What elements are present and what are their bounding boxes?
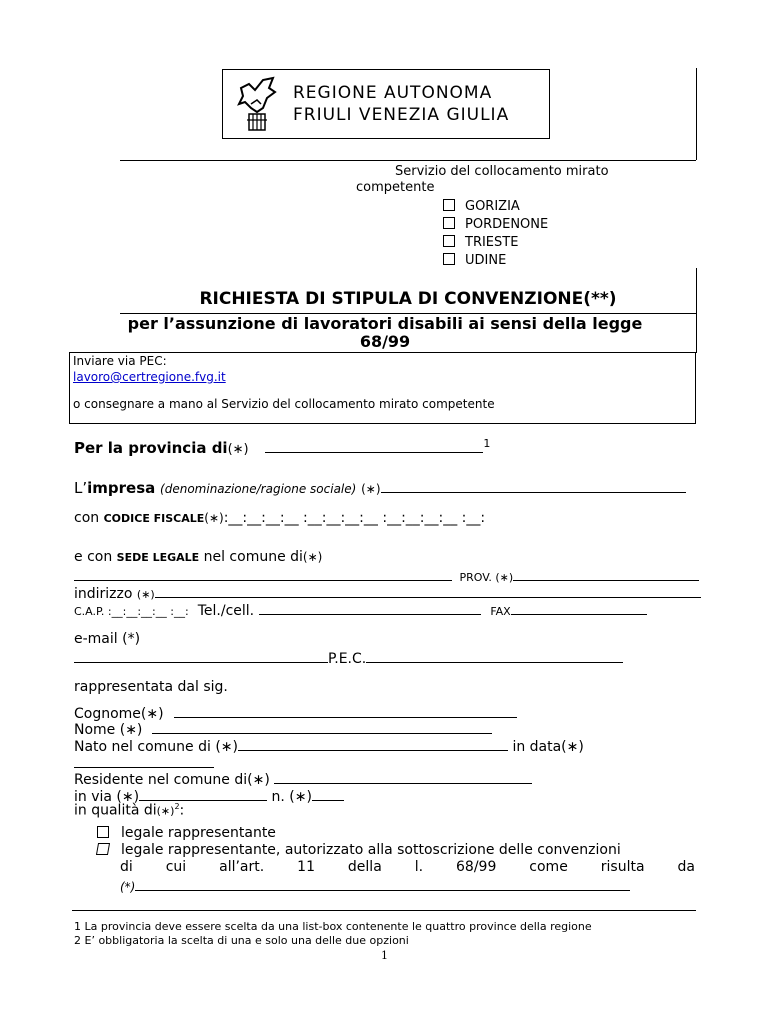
province-item-pordenone[interactable]: PORDENONE xyxy=(443,216,548,234)
pec-field[interactable] xyxy=(366,648,623,663)
autorizzazione-field[interactable] xyxy=(135,876,630,891)
qualita-row: in qualità di(∗)$^2$: xyxy=(74,802,185,819)
sede-legale-label: SEDE LEGALE xyxy=(116,551,200,564)
footnote-1: 1 La provincia deve essere scelta da una list-box contenente le quattro province della regione xyxy=(74,920,592,933)
impresa-label: impresa xyxy=(87,479,156,497)
footnote-separator xyxy=(72,910,696,911)
nome-row: Nome (∗) xyxy=(74,719,492,738)
page-subtitle: per l’assunzione di lavoratori disabili ai sensi della legge 68/99 xyxy=(127,314,643,351)
residente-row: Residente nel comune di(∗) xyxy=(74,769,532,788)
email-label: e-mail (*) xyxy=(74,631,141,647)
prov-field[interactable] xyxy=(513,566,699,581)
pec-alt-text: o consegnare a mano al Servizio del collocamento mirato competente xyxy=(73,397,495,411)
via-row: in via (∗) n. (∗) xyxy=(74,786,344,805)
indirizzo-field[interactable] xyxy=(155,583,701,598)
provincia-label: Per la provincia di xyxy=(74,439,228,457)
cap-field[interactable]: C.A.P. :__:__:__:__ :__: xyxy=(74,605,189,618)
residente-field[interactable] xyxy=(274,769,532,784)
checkbox-gorizia[interactable] xyxy=(443,199,455,211)
province-item-udine[interactable]: UDINE xyxy=(443,252,548,270)
rappresentata-label: rappresentata dal sig. xyxy=(74,679,228,695)
page-title: RICHIESTA DI STIPULA DI CONVENZIONE(**) xyxy=(199,289,617,309)
codice-fiscale-row: con CODICE FISCALE(∗):__:__:__:__ :__:__:__:__ :__:__:__:__ :__: xyxy=(74,510,486,526)
logo-box xyxy=(222,69,550,139)
footnote-2: 2 E’ obbligatoria la scelta di una e solo una delle due opzioni xyxy=(74,934,409,947)
logo-line-2: FRIULI VENEZIA GIULIA xyxy=(293,105,510,125)
comune-prov-row: PROV. (∗) xyxy=(74,566,699,584)
checkbox-trieste[interactable] xyxy=(443,235,455,247)
nato-comune-field[interactable] xyxy=(238,736,508,751)
cognome-row: Cognome(∗) xyxy=(74,703,517,722)
cap-row: C.A.P. :__:__:__:__ :__: Tel./cell. FAX xyxy=(74,600,647,619)
codice-fiscale-label: CODICE FISCALE xyxy=(103,512,205,525)
option-legale-autorizzato-line-2: di cui all’art. 11 della l. 68/99 come risulta da xyxy=(120,859,695,875)
pec-box xyxy=(69,352,696,424)
option-legale-autorizzato[interactable]: legale rappresentante, autorizzato alla sottoscrizione delle convenzioni di cui all’art. 11 della l. 68/99 come risulta da (*) xyxy=(97,842,695,896)
pec-email-link[interactable]: lavoro@certregione.fvg.it xyxy=(73,370,226,384)
nato-row: Nato nel comune di (∗) in data(∗) xyxy=(74,736,584,755)
provincia-row: Per la provincia di(∗) $^1$ xyxy=(74,437,491,457)
tel-field[interactable] xyxy=(259,600,481,615)
fax-field[interactable] xyxy=(511,600,647,615)
logo-line-1: REGIONE AUTONOMA xyxy=(293,83,493,103)
province-list xyxy=(443,198,548,270)
checkbox-udine[interactable] xyxy=(443,253,455,265)
checkbox-legale-autorizzato[interactable] xyxy=(96,843,110,855)
servizio-line-1: Servizio del collocamento mirato xyxy=(395,164,609,179)
email-pec-row: P.E.C. xyxy=(74,648,623,667)
province-item-gorizia[interactable]: GORIZIA xyxy=(443,198,548,216)
impresa-field[interactable] xyxy=(381,478,686,493)
indirizzo-row: indirizzo (∗) xyxy=(74,583,701,602)
checkbox-pordenone[interactable] xyxy=(443,217,455,229)
eagle-icon xyxy=(233,74,279,134)
option-legale-rappresentante[interactable]: legale rappresentante xyxy=(97,825,276,841)
impresa-row: L’impresa (denominazione/ragione sociale) (∗) xyxy=(74,478,686,497)
pec-label: Inviare via PEC: xyxy=(73,354,167,368)
header-bottom-rule xyxy=(120,160,696,161)
servizio-line-2: competente xyxy=(356,180,435,195)
province-item-trieste[interactable]: TRIESTE xyxy=(443,234,548,252)
page-number: 1 xyxy=(381,949,388,962)
sede-row: e con SEDE LEGALE nel comune di(∗) xyxy=(74,549,323,565)
checkbox-legale-rappresentante[interactable] xyxy=(97,826,109,838)
provincia-field[interactable] xyxy=(265,438,483,453)
nome-field[interactable] xyxy=(152,719,492,734)
civico-field[interactable] xyxy=(312,786,344,801)
codice-fiscale-field[interactable]: :__:__:__:__ :__:__:__:__ :__:__:__:__ :__: xyxy=(223,510,486,526)
comune-field[interactable] xyxy=(74,566,452,581)
header-right-rule xyxy=(696,68,697,160)
email-field[interactable] xyxy=(74,648,328,663)
via-field[interactable] xyxy=(139,786,267,801)
cognome-field[interactable] xyxy=(174,703,517,718)
